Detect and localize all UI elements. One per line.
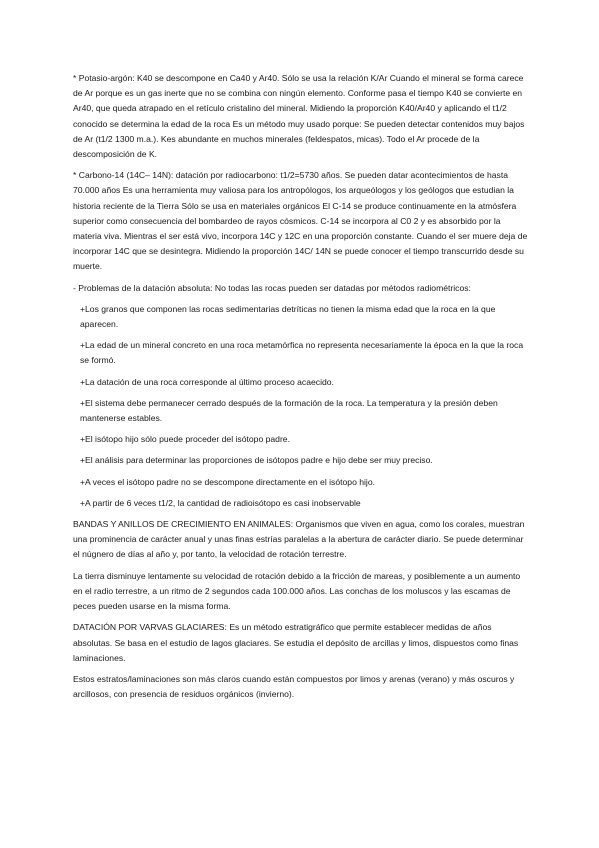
paragraph-varvas-glaciares: DATACIÓN POR VARVAS GLACIARES: Es un método estratigráfico que permite establecer medidas de años absolutas. Se basa en el estudio de lagos glaciares. Se estudia el depósito de arcillas y limos, dispuestos como finas laminaciones. xyxy=(73,622,519,663)
list-item: +A veces el isótopo padre no se descompone directamente en el isótopo hijo. xyxy=(80,476,376,487)
paragraph-carbono-14: * Carbono-14 (14C– 14N): datación por radiocarbono: t1/2=5730 años. Se pueden datar acontecimientos de hasta 70.000 años Es una herramienta muy valiosa para los antropólogos, los arqueólogos y los geólogos que estudian la historia reciente de la Tierra Sólo se usa en materiales orgánicos El C-14 se produce continuamente en la atmósfera superior como consecuencia del bombardeo de rayos cósmicos. C-14 se incorpora al C0 2 y es absorbido por la materia viva. Mientras el ser está vivo, incorpora 14C y 12C en una proporción constante. Cuando el ser muere deja de incorporar 14C que se desintegra. Midiendo la proporción 14C/ 14N se puede conocer el tiempo transcurrido desde su muerte. xyxy=(73,170,528,272)
list-item: +A partir de 6 veces t1/2, la cantidad de radioisótopo es casi inobservable xyxy=(80,497,361,508)
paragraph-bandas-anillos: BANDAS Y ANILLOS DE CRECIMIENTO EN ANIMALES: Organismos que viven en agua, como los corales, muestran una prominencia de carácter anual y unas finas estrías paralelas a la abertura de carácter diario. Se puede determinar el núgnero de días al año y, por tanto, la velocidad de rotación terrestre. xyxy=(73,519,525,560)
list-item: +Los granos que componen las rocas sedimentarias detríticas no tienen la misma edad que la roca en la que aparecen. xyxy=(80,303,496,330)
list-item: +El análisis para determinar las proporciones de isótopos padre e hijo debe ser muy preciso. xyxy=(80,455,433,466)
list-item: +La edad de un mineral concreto en una roca metamórfica no representa necesariamente la época en la que la roca se formó. xyxy=(80,340,524,366)
paragraph-rotacion-tierra: La tierra disminuye lentamente su velocidad de rotación debido a la fricción de mareas, y posiblemente a un aumento en el radio terrestre, a un ritmo de 2 segundos cada 100.000 años. Las conchas de los moluscos y las escamas de peces pueden usarse en la misma forma. xyxy=(73,570,521,612)
document-body xyxy=(73,71,528,708)
paragraph-potasio-argon: * Potasio-argón: K40 se descompone en Ca40 y Ar40. Sólo se usa la relación K/Ar Cuando el mineral se forma carece de Ar porque es un gas inerte que no se combina con ningún elemento. Conforme pasa el tiempo K40 se convierte en Ar40, que queda atrapado en el retículo cristalino del mineral. Midiendo la proporción K40/Ar40 y aplicando el t1/2 conocido se determina la edad de la roca Es un método muy usado porque: Se pueden detectar contenidos muy bajos de Ar (t1/2 1300 m.a.). Kes abundante en muchos minerales (feldespatos, micas). Todo el Ar procede de la descomposición de K. xyxy=(73,73,525,160)
list-item: +El sistema debe permanecer cerrado después de la formación de la roca. La temperatura y la presión deben mantenerse estables. xyxy=(80,397,498,424)
list-item: +La datación de una roca corresponde al último proceso acaecido. xyxy=(80,376,334,387)
paragraph-problemas-datacion: - Problemas de la datación absoluta: No todas las rocas pueden ser datadas por métodos radiométricos: xyxy=(73,282,471,293)
list-item: +El isótopo hijo sólo puede proceder del isótopo padre. xyxy=(80,434,290,445)
paragraph-estratos-laminaciones: Estos estratos/laminaciones son más claros cuando están compuestos por limos y arenas (verano) y más oscuros y arcillosos, con presencia de residuos orgánicos (invierno). xyxy=(73,673,515,700)
